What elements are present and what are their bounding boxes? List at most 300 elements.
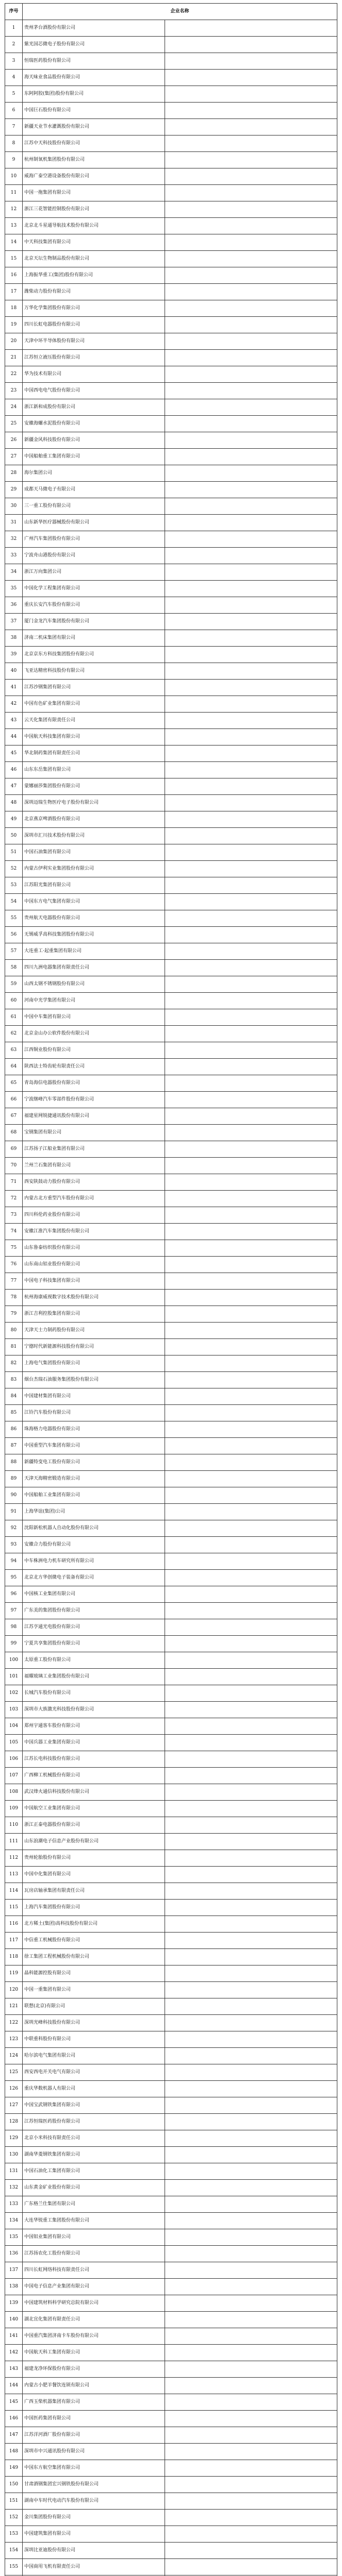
enterprise-name-cell: 浙江万向集团公司 xyxy=(23,564,165,581)
table-row xyxy=(5,53,337,70)
table-row xyxy=(5,2130,337,2147)
blank-cell xyxy=(165,993,337,1009)
enterprise-name-cell: 西安陕鼓动力股份有限公司 xyxy=(23,1174,165,1191)
enterprise-name-cell: 深圳市大族激光科技股份有限公司 xyxy=(23,1702,165,1718)
enterprise-name-cell: 内蒙古伊利实业集团股份有限公司 xyxy=(23,861,165,877)
serial-number-cell: 82 xyxy=(5,1355,23,1372)
blank-cell xyxy=(165,647,337,663)
table-row xyxy=(5,70,337,86)
blank-cell xyxy=(165,399,337,416)
enterprise-name-cell: 山东浪潮电子信息产业股份有限公司 xyxy=(23,1834,165,1850)
blank-cell xyxy=(165,1702,337,1718)
enterprise-name-cell: 深圳比亚迪股份有限公司 xyxy=(23,2543,165,2559)
serial-number-cell: 154 xyxy=(5,2543,23,2559)
enterprise-name-cell: 重庆长安汽车股份有限公司 xyxy=(23,597,165,614)
serial-number-cell: 95 xyxy=(5,1570,23,1586)
enterprise-name-cell: 中国商用飞机有限责任公司 xyxy=(23,2559,165,2575)
serial-number-cell: 73 xyxy=(5,1207,23,1224)
serial-number-cell: 87 xyxy=(5,1438,23,1454)
blank-cell xyxy=(165,2130,337,2147)
enterprise-name-cell: 中国航天科技集团有限公司 xyxy=(23,729,165,745)
enterprise-name-cell: 上海汽车集团股份有限公司 xyxy=(23,1900,165,1916)
table-row xyxy=(5,1702,337,1718)
table-row xyxy=(5,1619,337,1636)
table-row xyxy=(5,2295,337,2312)
serial-number-cell: 99 xyxy=(5,1636,23,1652)
serial-number-cell: 121 xyxy=(5,1998,23,2015)
enterprise-name-cell: 华北制药集团有限责任公司 xyxy=(23,745,165,762)
serial-number-cell: 86 xyxy=(5,1421,23,1438)
blank-cell xyxy=(165,943,337,960)
blank-cell xyxy=(165,185,337,201)
serial-number-cell: 32 xyxy=(5,531,23,548)
enterprise-name-cell: 山东新华医疗器械股份有限公司 xyxy=(23,515,165,531)
enterprise-name-cell: 贵州茅台酒股份有限公司 xyxy=(23,20,165,37)
blank-cell xyxy=(165,119,337,135)
table-row xyxy=(5,2180,337,2196)
table-row xyxy=(5,993,337,1009)
enterprise-name-cell: 江铃汽车股份有限公司 xyxy=(23,1405,165,1421)
enterprise-name-cell: 杭州制氧机集团股份有限公司 xyxy=(23,152,165,168)
blank-cell xyxy=(165,2328,337,2345)
serial-number-cell: 118 xyxy=(5,1949,23,1965)
table-row xyxy=(5,383,337,399)
serial-number-cell: 57 xyxy=(5,943,23,960)
serial-number-cell: 109 xyxy=(5,1801,23,1817)
enterprise-name-cell: 兰州兰石集团有限公司 xyxy=(23,1158,165,1174)
blank-cell xyxy=(165,1867,337,1883)
blank-cell xyxy=(165,1438,337,1454)
serial-number-cell: 72 xyxy=(5,1191,23,1207)
enterprise-name-cell: 中车株洲电力机车研究所有限公司 xyxy=(23,1553,165,1570)
serial-number-cell: 142 xyxy=(5,2345,23,2361)
enterprise-name-cell: 华为技术有限公司 xyxy=(23,366,165,383)
serial-number-cell: 104 xyxy=(5,1718,23,1735)
blank-cell xyxy=(165,1273,337,1290)
enterprise-name-cell: 中国船舶工业集团有限公司 xyxy=(23,1487,165,1504)
serial-number-cell: 131 xyxy=(5,2163,23,2180)
table-row xyxy=(5,1174,337,1191)
table-row xyxy=(5,482,337,498)
enterprise-list-table xyxy=(5,3,337,2576)
blank-cell xyxy=(165,663,337,680)
enterprise-name-cell: 江苏恒瑞医药股份有限公司 xyxy=(23,2114,165,2130)
table-row xyxy=(5,1108,337,1125)
enterprise-name-cell: 宁波继峰汽车零部件股份有限公司 xyxy=(23,1092,165,1108)
enterprise-name-cell: 宁德时代新能源科技股份有限公司 xyxy=(23,1339,165,1355)
enterprise-name-cell: 联想(北京)有限公司 xyxy=(23,1998,165,2015)
enterprise-name-cell: 飞亚达精密科技股份有限公司 xyxy=(23,663,165,680)
serial-number-cell: 59 xyxy=(5,976,23,993)
enterprise-name-cell: 贵州航天电器股份有限公司 xyxy=(23,910,165,927)
table-row xyxy=(5,647,337,663)
blank-cell xyxy=(165,1191,337,1207)
blank-cell xyxy=(165,877,337,894)
blank-cell xyxy=(165,844,337,861)
table-row xyxy=(5,1191,337,1207)
blank-cell xyxy=(165,201,337,218)
enterprise-name-cell: 江苏亨通光电股份有限公司 xyxy=(23,1619,165,1636)
table-row xyxy=(5,1537,337,1553)
table-row xyxy=(5,2427,337,2444)
serial-number-cell: 112 xyxy=(5,1850,23,1867)
blank-cell xyxy=(165,1883,337,1900)
blank-cell xyxy=(165,2427,337,2444)
enterprise-name-cell: 中国船舶重工集团有限公司 xyxy=(23,449,165,465)
table-row xyxy=(5,2279,337,2295)
table-row xyxy=(5,1933,337,1949)
serial-number-cell: 71 xyxy=(5,1174,23,1191)
table-row xyxy=(5,1224,337,1240)
blank-cell xyxy=(165,1751,337,1768)
blank-cell xyxy=(165,696,337,713)
enterprise-name-cell: 中国建筑集团有限公司 xyxy=(23,2526,165,2543)
serial-number-cell: 16 xyxy=(5,267,23,284)
blank-cell xyxy=(165,2064,337,2081)
enterprise-name-cell: 广西柳工机械股份有限公司 xyxy=(23,1768,165,1784)
table-row xyxy=(5,564,337,581)
table-row xyxy=(5,2394,337,2411)
table-row xyxy=(5,300,337,317)
enterprise-name-cell: 湖北宜化集团有限责任公司 xyxy=(23,2312,165,2328)
serial-number-cell: 75 xyxy=(5,1240,23,1257)
blank-cell xyxy=(165,366,337,383)
blank-cell xyxy=(165,778,337,795)
blank-cell xyxy=(165,168,337,185)
serial-number-cell: 80 xyxy=(5,1323,23,1339)
serial-number-cell: 144 xyxy=(5,2378,23,2394)
blank-cell xyxy=(165,234,337,251)
table-row xyxy=(5,465,337,482)
enterprise-name-cell: 中国巨石股份有限公司 xyxy=(23,103,165,119)
table-row xyxy=(5,1125,337,1141)
serial-number-cell: 108 xyxy=(5,1784,23,1801)
blank-cell xyxy=(165,2526,337,2543)
blank-cell xyxy=(165,1355,337,1372)
serial-number-cell: 100 xyxy=(5,1652,23,1669)
serial-number-cell: 139 xyxy=(5,2295,23,2312)
enterprise-name-cell: 中国石油集团有限公司 xyxy=(23,844,165,861)
serial-number-cell: 52 xyxy=(5,861,23,877)
table-row xyxy=(5,333,337,350)
enterprise-name-cell: 太原重工股份有限公司 xyxy=(23,1652,165,1669)
table-row xyxy=(5,2328,337,2345)
serial-number-cell: 33 xyxy=(5,548,23,564)
blank-cell xyxy=(165,795,337,811)
table-row xyxy=(5,201,337,218)
blank-cell xyxy=(165,251,337,267)
blank-cell xyxy=(165,1454,337,1471)
serial-number-cell: 50 xyxy=(5,828,23,844)
blank-cell xyxy=(165,2378,337,2394)
enterprise-name-cell: 大连重工·起重集团有限公司 xyxy=(23,943,165,960)
blank-cell xyxy=(165,333,337,350)
table-row xyxy=(5,1636,337,1652)
enterprise-name-cell: 中国医药集团有限公司 xyxy=(23,2411,165,2427)
table-row xyxy=(5,1982,337,1998)
table-row xyxy=(5,976,337,993)
serial-number-cell: 66 xyxy=(5,1092,23,1108)
enterprise-name-cell: 天津天海精密锻造有限公司 xyxy=(23,1471,165,1487)
table-row xyxy=(5,1801,337,1817)
blank-cell xyxy=(165,432,337,449)
blank-cell xyxy=(165,2097,337,2114)
serial-number-cell: 105 xyxy=(5,1735,23,1751)
blank-cell xyxy=(165,1520,337,1537)
serial-number-cell: 67 xyxy=(5,1108,23,1125)
enterprise-name-cell: 晶科能源控股有限公司 xyxy=(23,1965,165,1982)
enterprise-name-cell: 上海华谊(集团)公司 xyxy=(23,1504,165,1520)
blank-cell xyxy=(165,449,337,465)
serial-number-cell: 150 xyxy=(5,2477,23,2493)
table-row xyxy=(5,37,337,53)
enterprise-name-cell: 徐工集团工程机械股份有限公司 xyxy=(23,1949,165,1965)
serial-number-cell: 123 xyxy=(5,2031,23,2048)
blank-cell xyxy=(165,1174,337,1191)
enterprise-name-cell: 紫光国芯微电子股份有限公司 xyxy=(23,37,165,53)
enterprise-name-cell: 中国东方电气集团有限公司 xyxy=(23,894,165,910)
enterprise-name-cell: 中国核工业集团有限公司 xyxy=(23,1586,165,1603)
blank-cell xyxy=(165,482,337,498)
serial-number-cell: 106 xyxy=(5,1751,23,1768)
enterprise-name-cell: 厦门金龙汽车集团股份有限公司 xyxy=(23,614,165,630)
blank-cell xyxy=(165,1949,337,1965)
table-row xyxy=(5,218,337,234)
table-row xyxy=(5,2361,337,2378)
enterprise-name-cell: 内蒙古北方重型汽车股份有限公司 xyxy=(23,1191,165,1207)
serial-number-cell: 20 xyxy=(5,333,23,350)
blank-cell xyxy=(165,894,337,910)
blank-cell xyxy=(165,1388,337,1405)
serial-number-cell: 93 xyxy=(5,1537,23,1553)
enterprise-name-cell: 宁夏共享集团股份有限公司 xyxy=(23,1636,165,1652)
enterprise-name-cell: 中国重汽集团济南卡车股份有限公司 xyxy=(23,2328,165,2345)
table-row xyxy=(5,1240,337,1257)
serial-number-cell: 15 xyxy=(5,251,23,267)
serial-number-cell: 9 xyxy=(5,152,23,168)
table-row xyxy=(5,1388,337,1405)
table-row xyxy=(5,2081,337,2097)
table-row xyxy=(5,1257,337,1273)
serial-number-cell: 54 xyxy=(5,894,23,910)
blank-cell xyxy=(165,2361,337,2378)
enterprise-name-cell: 深圳光峰科技股份有限公司 xyxy=(23,2015,165,2031)
enterprise-name-cell: 中国建材集团有限公司 xyxy=(23,1388,165,1405)
table-row xyxy=(5,2262,337,2279)
blank-cell xyxy=(165,2213,337,2229)
blank-cell xyxy=(165,1817,337,1834)
header-enterprise-name: 企业名称 xyxy=(23,4,337,20)
table-row xyxy=(5,1009,337,1026)
table-row xyxy=(5,1471,337,1487)
enterprise-name-cell: 无锡威孚高科技集团股份有限公司 xyxy=(23,927,165,943)
table-row xyxy=(5,1817,337,1834)
enterprise-name-cell: 江苏中天科技股份有限公司 xyxy=(23,135,165,152)
blank-cell xyxy=(165,1075,337,1092)
blank-cell xyxy=(165,1916,337,1933)
enterprise-name-cell: 中国化学工程集团有限公司 xyxy=(23,581,165,597)
table-row xyxy=(5,581,337,597)
enterprise-name-cell: 青岛海信电器股份有限公司 xyxy=(23,1075,165,1092)
enterprise-name-cell: 中国东方航空集团有限公司 xyxy=(23,2460,165,2477)
blank-cell xyxy=(165,1290,337,1306)
blank-cell xyxy=(165,2543,337,2559)
enterprise-name-cell: 珠海格力电器股份有限公司 xyxy=(23,1421,165,1438)
table-row xyxy=(5,696,337,713)
serial-number-cell: 107 xyxy=(5,1768,23,1784)
table-row xyxy=(5,1603,337,1619)
serial-number-cell: 4 xyxy=(5,70,23,86)
serial-number-cell: 24 xyxy=(5,399,23,416)
table-row xyxy=(5,910,337,927)
table-row xyxy=(5,2114,337,2130)
serial-number-cell: 47 xyxy=(5,778,23,795)
table-row xyxy=(5,1784,337,1801)
blank-cell xyxy=(165,2345,337,2361)
serial-number-cell: 115 xyxy=(5,1900,23,1916)
table-row xyxy=(5,168,337,185)
enterprise-name-cell: 北京京东方科技集团股份有限公司 xyxy=(23,647,165,663)
blank-cell xyxy=(165,37,337,53)
serial-number-cell: 148 xyxy=(5,2444,23,2460)
table-row xyxy=(5,1850,337,1867)
table-row xyxy=(5,1405,337,1421)
enterprise-name-cell: 中国兵器工业集团有限公司 xyxy=(23,1735,165,1751)
blank-cell xyxy=(165,1026,337,1042)
enterprise-name-cell: 杭州海康威视数字技术股份有限公司 xyxy=(23,1290,165,1306)
serial-number-cell: 103 xyxy=(5,1702,23,1718)
table-row xyxy=(5,2229,337,2246)
blank-cell xyxy=(165,1652,337,1669)
table-row xyxy=(5,597,337,614)
table-row xyxy=(5,2147,337,2163)
blank-cell xyxy=(165,1685,337,1702)
enterprise-name-cell: 新疆天业节水灌溉股份有限公司 xyxy=(23,119,165,135)
enterprise-name-cell: 长城汽车股份有限公司 xyxy=(23,1685,165,1702)
serial-number-cell: 25 xyxy=(5,416,23,432)
table-row xyxy=(5,2559,337,2575)
serial-number-cell: 40 xyxy=(5,663,23,680)
blank-cell xyxy=(165,416,337,432)
serial-number-cell: 153 xyxy=(5,2526,23,2543)
blank-cell xyxy=(165,762,337,778)
serial-number-cell: 55 xyxy=(5,910,23,927)
table-row xyxy=(5,1867,337,1883)
blank-cell xyxy=(165,861,337,877)
enterprise-name-cell: 山东东岳集团有限公司 xyxy=(23,762,165,778)
blank-cell xyxy=(165,729,337,745)
table-row xyxy=(5,927,337,943)
blank-cell xyxy=(165,1092,337,1108)
enterprise-name-cell: 蒙娜丽莎集团股份有限公司 xyxy=(23,778,165,795)
serial-number-cell: 140 xyxy=(5,2312,23,2328)
serial-number-cell: 110 xyxy=(5,1817,23,1834)
serial-number-cell: 56 xyxy=(5,927,23,943)
serial-number-cell: 65 xyxy=(5,1075,23,1092)
serial-number-cell: 128 xyxy=(5,2114,23,2130)
serial-number-cell: 81 xyxy=(5,1339,23,1355)
table-row xyxy=(5,1290,337,1306)
table-row xyxy=(5,234,337,251)
serial-number-cell: 31 xyxy=(5,515,23,531)
serial-number-cell: 135 xyxy=(5,2229,23,2246)
table-row xyxy=(5,317,337,333)
table-row xyxy=(5,515,337,531)
serial-number-cell: 89 xyxy=(5,1471,23,1487)
table-row xyxy=(5,1059,337,1075)
serial-number-cell: 28 xyxy=(5,465,23,482)
enterprise-name-cell: 新疆金风科技股份有限公司 xyxy=(23,432,165,449)
serial-number-cell: 96 xyxy=(5,1586,23,1603)
table-row xyxy=(5,103,337,119)
serial-number-cell: 18 xyxy=(5,300,23,317)
table-row xyxy=(5,2163,337,2180)
table-row xyxy=(5,2015,337,2031)
serial-number-cell: 34 xyxy=(5,564,23,581)
table-row xyxy=(5,861,337,877)
enterprise-name-cell: 海天味业食品股份有限公司 xyxy=(23,70,165,86)
serial-number-cell: 78 xyxy=(5,1290,23,1306)
enterprise-name-cell: 江苏阳光集团有限公司 xyxy=(23,877,165,894)
serial-number-cell: 10 xyxy=(5,168,23,185)
table-row xyxy=(5,366,337,383)
enterprise-name-cell: 北京小米科技有限责任公司 xyxy=(23,2130,165,2147)
serial-number-cell: 60 xyxy=(5,993,23,1009)
blank-cell xyxy=(165,614,337,630)
blank-cell xyxy=(165,1207,337,1224)
serial-number-cell: 97 xyxy=(5,1603,23,1619)
serial-number-cell: 94 xyxy=(5,1553,23,1570)
blank-cell xyxy=(165,1108,337,1125)
enterprise-name-cell: 三一重工股份有限公司 xyxy=(23,498,165,515)
enterprise-name-cell: 江苏恒立液压股份有限公司 xyxy=(23,350,165,366)
serial-number-cell: 61 xyxy=(5,1009,23,1026)
table-row xyxy=(5,548,337,564)
enterprise-name-cell: 江苏沙钢集团有限公司 xyxy=(23,680,165,696)
table-row xyxy=(5,1685,337,1702)
blank-cell xyxy=(165,581,337,597)
blank-cell xyxy=(165,1998,337,2015)
table-row xyxy=(5,1570,337,1586)
blank-cell xyxy=(165,2114,337,2130)
blank-cell xyxy=(165,927,337,943)
table-row xyxy=(5,284,337,300)
enterprise-name-cell: 深圳市中兴通讯股份有限公司 xyxy=(23,2444,165,2460)
enterprise-name-cell: 四川科伦药业股份有限公司 xyxy=(23,1207,165,1224)
enterprise-name-cell: 中联重科股份有限公司 xyxy=(23,2031,165,2048)
serial-number-cell: 63 xyxy=(5,1042,23,1059)
serial-number-cell: 14 xyxy=(5,234,23,251)
table-row xyxy=(5,416,337,432)
blank-cell xyxy=(165,300,337,317)
serial-number-cell: 1 xyxy=(5,20,23,37)
enterprise-name-cell: 上海电气集团股份有限公司 xyxy=(23,1355,165,1372)
blank-cell xyxy=(165,2229,337,2246)
enterprise-name-cell: 金川集团股份有限公司 xyxy=(23,2510,165,2526)
enterprise-name-cell: 广西玉柴机器集团有限公司 xyxy=(23,2394,165,2411)
enterprise-name-cell: 江苏长电科技股份有限公司 xyxy=(23,1751,165,1768)
enterprise-name-cell: 中国西电电气股份有限公司 xyxy=(23,383,165,399)
blank-cell xyxy=(165,745,337,762)
serial-number-cell: 116 xyxy=(5,1916,23,1933)
table-row xyxy=(5,498,337,515)
table-row xyxy=(5,614,337,630)
serial-number-cell: 83 xyxy=(5,1372,23,1388)
blank-cell xyxy=(165,1553,337,1570)
blank-cell xyxy=(165,2559,337,2575)
enterprise-name-cell: 大连华锐重工集团股份有限公司 xyxy=(23,2213,165,2229)
serial-number-cell: 48 xyxy=(5,795,23,811)
